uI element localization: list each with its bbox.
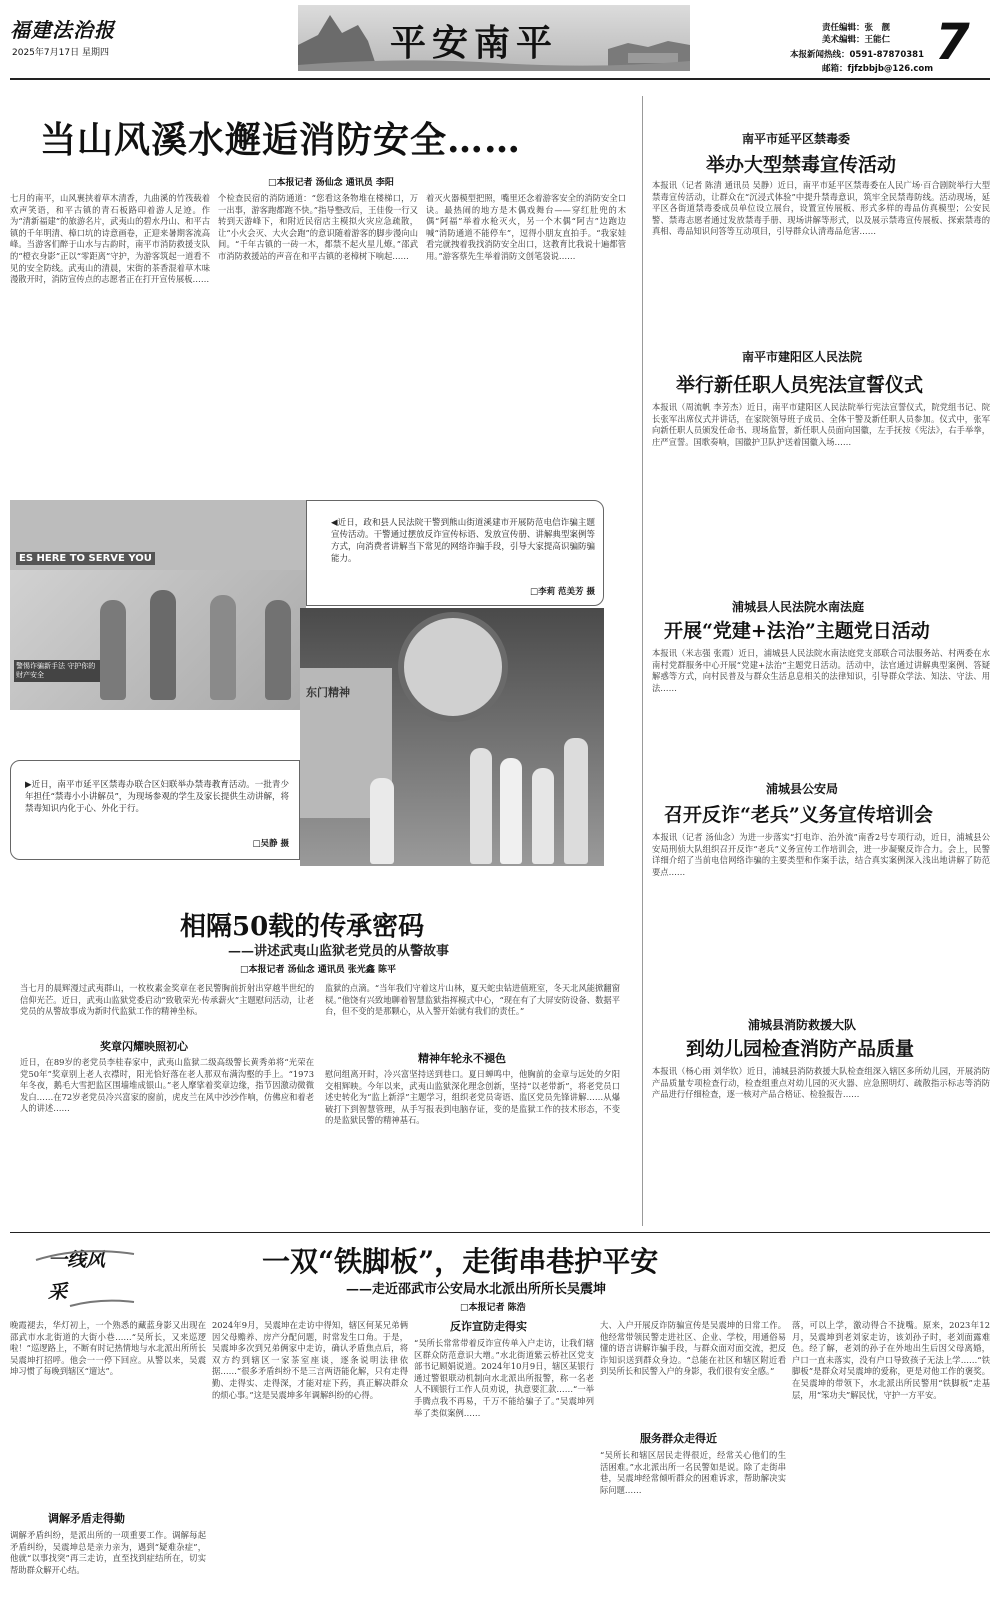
- news-2-org: 南平市建阳区人民法院: [742, 350, 863, 364]
- news-1-title: 举办大型禁毒宣传活动: [706, 154, 897, 176]
- person-figure: [100, 600, 126, 700]
- feature-1-byline: □本报记者 汤仙念 通讯员 张光鑫 陈平: [240, 965, 397, 975]
- news-5-title: 到幼儿园检查消防产品质量: [686, 1038, 915, 1060]
- feature-2-col1-subhead: 调解矛盾走得勤: [48, 1512, 125, 1525]
- masthead: [0, 0, 1000, 78]
- student-figure: [564, 738, 588, 864]
- news-3-title: 开展“党建+法治”主题党日活动: [664, 620, 930, 642]
- photo-anti-drug-education: [300, 608, 604, 866]
- feature-1-intro-2: 监狱的点滴。“当年我们守着这片山林，夏天蛇虫钻进值班室，冬天北风能掀翻窗棂。”他饶有兴致地聊着智慧监狱指挥模式中心，“现在有了大屏安防设备、数据平台，但不变的是那颗心，从入警开始就有我们的责任。”: [325, 983, 620, 1017]
- news-1-org: 南平市延平区禁毒委: [742, 132, 851, 146]
- section-banner: [298, 5, 690, 71]
- feature-1-subtitle: ——讲述武夷山监狱老党员的从警故事: [228, 944, 450, 959]
- student-figure: [470, 748, 492, 864]
- feature-2-title: 一双“铁脚板”，走街串巷护平安: [262, 1245, 659, 1278]
- art-editor: 美术编辑：王能仁: [822, 35, 891, 45]
- brush-stroke-icon: [30, 1240, 140, 1310]
- feature-1-col1: 近日，在89岁的老党员李桂春家中，武夷山监狱二级高级警长黄秀弟将“光荣在党50年”奖章别上老人衣襟时，阳光恰好落在老人那双布满沟壑的手上。“1973年冬夜，鹅毛大雪把监区围墙堆成银山。”老人摩挲着奖章边缘，指节因激动微微发白……在72岁老党员冷兴富家的窗前，虎皮兰在风中沙沙作响，仿佛应和着老人的讲述……: [20, 1057, 314, 1114]
- news-5-org: 浦城县消防救援大队: [748, 1018, 857, 1032]
- photo-slogan-text: 警惕诈骗新手法 守护你的财产安全: [14, 660, 100, 682]
- news-4-org: 浦城县公安局: [766, 782, 839, 796]
- news-hotline: 本报新闻热线：0591-87870381: [790, 50, 925, 60]
- photo-caption-1-text: ◀近日，政和县人民法院干警到熊山街道溪建市开展防范电信诈骗主题宣传活动。干警通过摆放反诈宣传标语、发放宣传册、讲解典型案例等方式，向消费者讲解当下常见的网络诈骗手段，引导大家提高识骗防骗能力。: [331, 518, 595, 564]
- feature-2-col2: 2024年9月，吴震坤在走访中得知，辖区何某兄弟俩因父母赡养、房产分配问题，时常发生口角。于是，吴震坤多次到兄弟俩家中走访，确认矛盾焦点后，将双方约到辖区一家茶室座谈，逐条说明法律依据……“很多矛盾纠纷不是三言两语能化解，只有走得勤、走得实、走得深，才能对症下药，真正解决群众的烦心事。”这是吴震坤多年调解纠纷的心得。: [212, 1320, 408, 1400]
- person-figure: [210, 595, 236, 700]
- photo-caption-1-credit: □李莉 范美芳 摄: [530, 587, 595, 597]
- feature-2-byline: □本报记者 陈浩: [460, 1303, 526, 1313]
- photo-caption-2-credit: □吴静 摄: [252, 839, 289, 849]
- email: 邮箱：fjfzbbjb@126.com: [822, 64, 934, 74]
- feature-2-col1: 晚霞褪去，华灯初上，一个熟悉的藏蓝身影又出现在邵武市水北街道的大街小巷……“吴所长，又来巡逻啦！”巡逻路上，不断有时记热情地与水北派出所所长吴震坤打招呼。他会一一停下回应。从警以来，吴震坤习惯了每晚到辖区“遛达”。: [10, 1320, 206, 1377]
- news-1-body: 本报讯（记者 陈清 通讯员 吴静）近日，南平市延平区禁毒委在人民广场·百合剧院举行大型禁毒宣传活动，让群众在“沉浸式体验”中提升禁毒意识，筑牢全民禁毒防线。活动现场，延平区各街道禁毒委成员单位设立展台，设置宣传展板、形式多样的毒品仿真模型；公安民警、禁毒志愿者通过发放禁毒手册、现场讲解等形式，以及展示禁毒宣传展板、探索禁毒的真相、毒品知识问答等互动项目，引导群众认清毒品危害……: [652, 180, 990, 237]
- feature-1-subhead-2: 精神年轮永不褪色: [418, 1052, 506, 1065]
- feature-1-title: 相隔50载的传承密码: [180, 912, 425, 942]
- emblem-medallion: [398, 612, 508, 722]
- news-2-title: 举行新任职人员宪法宣誓仪式: [676, 374, 924, 396]
- issue-date: 2025年7月17日 星期四: [12, 48, 109, 58]
- feature-2-col5: 落，可以上学，激动得合不拢嘴。原来，2023年12月，吴震坤到老刘家走访，该刘孙子时，老刘面露难色。经了解，老刘的孙子在外地出生后因父母离婚，户口一直未落实，没有户口导致孩子无法上学……“铁脚板”是群众对吴震坤的爱称，更是对他工作的褒奖。在吴震坤的带领下，水北派出所民警用“铁脚板”走基层，用“笨功夫”解民忧，守护一方平安。: [792, 1320, 990, 1400]
- paper-name: 福建法治报: [10, 18, 115, 42]
- main-article-col1: 七月的南平，山风裹挟着草木清香，九曲溪的竹筏载着欢声笑语，和平古镇的青石板路印着游人足迹。作为“清新福建”的旅游名片，武夷山的碧水丹山、和平古镇的千年明清、樟口坑的诗意画卷，正迎来暑期客流高峰。当游客们醉于山水与古韵时，南平市消防救援支队的“橙衣身影”正以“零距离”守护，为游客筑起一道看不见的安全防线。武夷山的清晨，宋街的茶香混着草木味漫散开时，消防宣传点的志愿者正在打开宣传展板……: [10, 193, 210, 285]
- photo-caption-2-box: [10, 760, 300, 860]
- feature-2-subtitle: ——走近邵武市公安局水北派出所所长吴震坤: [346, 1282, 607, 1297]
- news-4-body: 本报讯（记者 汤仙念）为进一步落实“打电诈、治外流”南香2号专项行动，近日，浦城县公安局刑侦大队组织召开反诈“老兵”义务宣传工作培训会，进一步凝聚反诈合力。会上，民警详细介绍了当前电信网络诈骗的主要类型和作案手法，结合真实案例深入浅出地讲解了防范要点……: [652, 832, 990, 877]
- main-article-col2: 个检查民宿的消防通道：“您看这条物堆在楼梯口，万一出事，游客跑都跑不快。”指导整改后，王佳俊一行又转到天游峰下，和附近民宿店主模拟火灾应急疏散，让“小火会灭、大火会跑”的意识随着游客的脚步漫向山间。“千年古镇的一砖一木，都禁不起火星儿燎。”邵武市消防救援站的声音在和平古镇的老樟树下响起……: [218, 193, 418, 261]
- editor-info: [822, 22, 890, 46]
- feature-1-intro: 当七月的晨辉漫过武夷群山，一枚枚素金奖章在老民警胸前折射出穿越半世纪的信仰光芒。近日，武夷山监狱党委启动“致敬荣光·传承薪火”主题慰问活动，让老党员的从警故事成为新时代监狱工作的精神坐标。: [20, 983, 314, 1017]
- feature-1-col2: 慰问组离开时，冷兴富坚持送到巷口。夏日蝉鸣中，他胸前的金章与远处的夕阳交相辉映。今年以来，武夷山监狱深化理念创新，坚持“以老带新”，将老党员口述史转化为“监上新浮”主题学习，组织老党员寄语、监区党员先锋讲解……从爆破打下到智慧管理，从手写报表到电脑存证，变的是监狱工作的技术形态，不变的是监狱民警的精神基石。: [325, 1069, 620, 1126]
- feature-2-col3: “吴所长常常带着反诈宣传单入户走访，让我们辖区群众防范意识大增。”水北街道紫云桥社区党支部书记顾娟说道。2024年10月9日，辖区某银行通过警银联动机制向水北派出所报警，称一名老人不顾银行工作人员劝说，执意要汇款……“一举手腾点我不再易，千万不能给骗子了。”吴震坤列举了类似案例……: [414, 1338, 594, 1418]
- news-5-body: 本报讯（杨心雨 刘华钦）近日，浦城县消防救援大队检查组深入辖区多所幼儿园，开展消防产品质量专项检查行动，检查组重点对幼儿园的灭火器、应急照明灯、疏散指示标志等消防产品进行仔细检查，逐一核对产品合格证、检验报告……: [652, 1066, 990, 1100]
- main-article-byline: □本报记者 汤仙念 通讯员 李阳: [268, 178, 394, 188]
- section-rule: [10, 1232, 990, 1233]
- feature-2-col4b: “吴所长和辖区居民走得很近，经常关心他们的生活困难。”水北派出所一名民警如是说。除了走街串巷，吴震坤经常倾听群众的困难诉求，帮助解决实际问题……: [600, 1450, 786, 1495]
- section-title: 平安南平: [390, 22, 559, 64]
- column-label-text: 一线风采: [48, 1249, 106, 1303]
- person-figure: [150, 590, 176, 700]
- feature-2-col3-subhead: 反诈宣防走得实: [450, 1320, 527, 1333]
- responsible-editor: 责任编辑：张 靓: [822, 23, 891, 33]
- student-figure: [532, 768, 554, 864]
- feature-2-col1b: 调解矛盾纠纷，是派出所的一项重要工作。调解每起矛盾纠纷，吴震坤总是亲力亲为，遇到“疑难杂症”，他就“以事找突”再三走访，直至找到症结所在，切实帮助群众解开心结。: [10, 1530, 206, 1575]
- column-divider: [642, 96, 643, 1226]
- student-figure: [500, 758, 522, 864]
- masthead-rule: [10, 78, 990, 80]
- news-3-body: 本报讯（米志强 张霞）近日，浦城县人民法院水南法庭党支部联合司法服务站、村两委在水南村党群服务中心开展“党建+法治”主题党日活动。活动中，法官通过讲解典型案例、答疑解惑等方式，向村民普及与群众生活息息相关的法律知识，引导群众学法、知法、守法、用法……: [652, 648, 990, 693]
- page-number: 7: [935, 13, 970, 71]
- column-label-box: [30, 1240, 140, 1310]
- news-4-title: 召开反诈“老兵”义务宣传培训会: [664, 804, 933, 826]
- feature-2-col4-subhead: 服务群众走得近: [640, 1432, 717, 1445]
- main-article-col3: 着灭火器模型把照，嘴里还念着游客安全的消防安全口诀。最热闹的地方是木偶戏舞台——穿红肚兜的木偶“阿福”举着水枪灭火，另一个木偶“阿吉”边跑边喊“消防通道不能停车”，逗得小朋友直拍手。“我家娃看完就拽着我找消防安全出口，这教育比我说十遍都管用。”游客蔡先生举着消防文创笔袋说……: [426, 193, 626, 261]
- photo-anti-fraud-publicity: [10, 500, 306, 710]
- exhibit-board-title: 东门精神: [306, 686, 350, 699]
- news-2-body: 本报讯（周流帆 李芳杰）近日，南平市建阳区人民法院举行宪法宣誓仪式，院党组书记、院长张军出席仪式并讲话，在家院领导班子成员、全体干警及新任职人员参加。仪式中，张军向新任职人员颁发任命书、现场监誓，新任职人员面向国徽，左手抚按《宪法》，右手举拳，庄严宣誓。国歌奏响，国徽护卫队护送着国徽入场……: [652, 402, 990, 447]
- photo-caption-1-box: [306, 500, 604, 606]
- photo-banner-text: ES HERE TO SERVE YOU: [16, 552, 155, 565]
- photo-caption-2-text: ▶近日，南平市延平区禁毒办联合区妇联举办禁毒教育活动。一批青少年担任“禁毒小小讲解员”，为现场参观的学生及家长提供生动讲解，将禁毒知识内化于心、外化于行。: [25, 780, 289, 814]
- main-article-title: 当山风溪水邂逅消防安全……: [40, 119, 522, 161]
- feature-2-col4: 大、入户开展反诈防骗宣传是吴震坤的日常工作。他经常带领民警走进社区、企业、学校，用通俗易懂的语言讲解诈骗手段，与群众面对面交流，把反诈知识送到群众身边。“总能在社区和辖区附近看到吴所长和民警入户的身影，我们很有安全感。”: [600, 1320, 786, 1377]
- student-figure: [370, 778, 394, 864]
- news-3-org: 浦城县人民法院水南法庭: [732, 600, 865, 614]
- person-figure: [265, 600, 291, 700]
- feature-1-subhead-1: 奖章闪耀映照初心: [100, 1040, 188, 1053]
